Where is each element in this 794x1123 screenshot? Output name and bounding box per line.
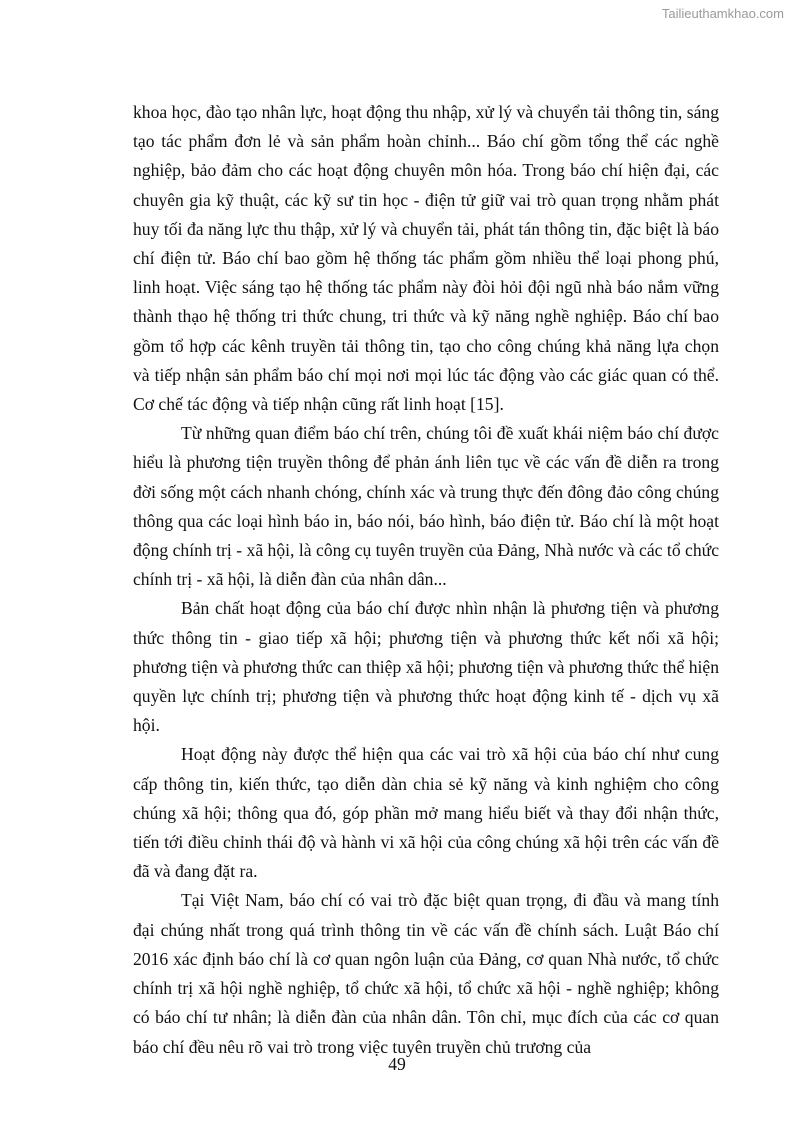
paragraph-continuation: khoa học, đào tạo nhân lực, hoạt động thu nhập, xử lý và chuyển tải thông tin, sáng tạo tác phẩm đơn lẻ và sản phẩm hoàn chỉnh... Báo chí gồm tổng thể các nghề nghiệp, bảo đảm cho các hoạt động chuyên môn hóa. Trong báo chí hiện đại, các chuyên gia kỹ thuật, các kỹ sư tin học - điện tử giữ vai trò quan trọng nhằm phát huy tối đa năng lực thu thập, xử lý và chuyển tải, phát tán thông tin, đặc biệt là báo chí điện tử. Báo chí bao gồm hệ thống tác phẩm gồm nhiều thể loại phong phú, linh hoạt. Việc sáng tạo hệ thống tác phẩm này đòi hỏi đội ngũ nhà báo nắm vững thành thạo hệ thống tri thức chung, tri thức và kỹ năng nghề nghiệp. Báo chí bao gồm tổ hợp các kênh truyền tải thông tin, tạo cho công chúng khả năng lựa chọn và tiếp nhận sản phẩm báo chí mọi nơi mọi lúc tác động vào các giác quan có thể. Cơ chế tác động và tiếp nhận cũng rất linh hoạt [15].	[133, 102, 719, 415]
paragraph-press-concept: Từ những quan điểm báo chí trên, chúng tôi đề xuất khái niệm báo chí được hiểu là phương tiện truyền thông để phản ánh liên tục về các vấn đề diễn ra trong đời sống một cách nhanh chóng, chính xác và trung thực đến đông đảo công chúng thông qua các loại hình báo in, báo nói, báo hình, báo điện tử. Báo chí là một hoạt động chính trị - xã hội, là công cụ tuyên truyền của Đảng, Nhà nước và các tổ chức chính trị - xã hội, là diễn đàn của nhân dân...	[133, 423, 719, 590]
watermark: Tailieuthamkhao.com	[661, 6, 784, 21]
document-body	[133, 98, 719, 1062]
paragraph-press-roles: Hoạt động này được thể hiện qua các vai trò xã hội của báo chí như cung cấp thông tin, kiến thức, tạo diễn dàn chia sẻ kỹ năng và kinh nghiệm cho công chúng xã hội; thông qua đó, góp phần mở mang hiểu biết và thay đổi nhận thức, tiến tới điều chỉnh thái độ và hành vi xã hội của công chúng xã hội trên các vấn đề đã và đang đặt ra.	[133, 744, 719, 882]
page-number: 49	[388, 1054, 406, 1074]
paragraph-vietnam-press: Tại Việt Nam, báo chí có vai trò đặc biệt quan trọng, đi đầu và mang tính đại chúng nhất trong quá trình thông tin về các vấn đề chính sách. Luật Báo chí 2016 xác định báo chí là cơ quan ngôn luận của Đảng, cơ quan Nhà nước, tổ chức chính trị xã hội nghề nghiệp, tổ chức xã hội, tổ chức xã hội - nghề nghiệp; không có báo chí tư nhân; là diễn đàn của nhân dân. Tôn chỉ, mục đích của các cơ quan báo chí đều nêu rõ vai trò trong việc tuyên truyền chủ trương của	[133, 890, 719, 1057]
paragraph-press-nature: Bản chất hoạt động của báo chí được nhìn nhận là phương tiện và phương thức thông tin - giao tiếp xã hội; phương tiện và phương thức kết nối xã hội; phương tiện và phương thức can thiệp xã hội; phương tiện và phương thức thể hiện quyền lực chính trị; phương tiện và phương thức hoạt động kinh tế - dịch vụ xã hội.	[133, 598, 719, 736]
